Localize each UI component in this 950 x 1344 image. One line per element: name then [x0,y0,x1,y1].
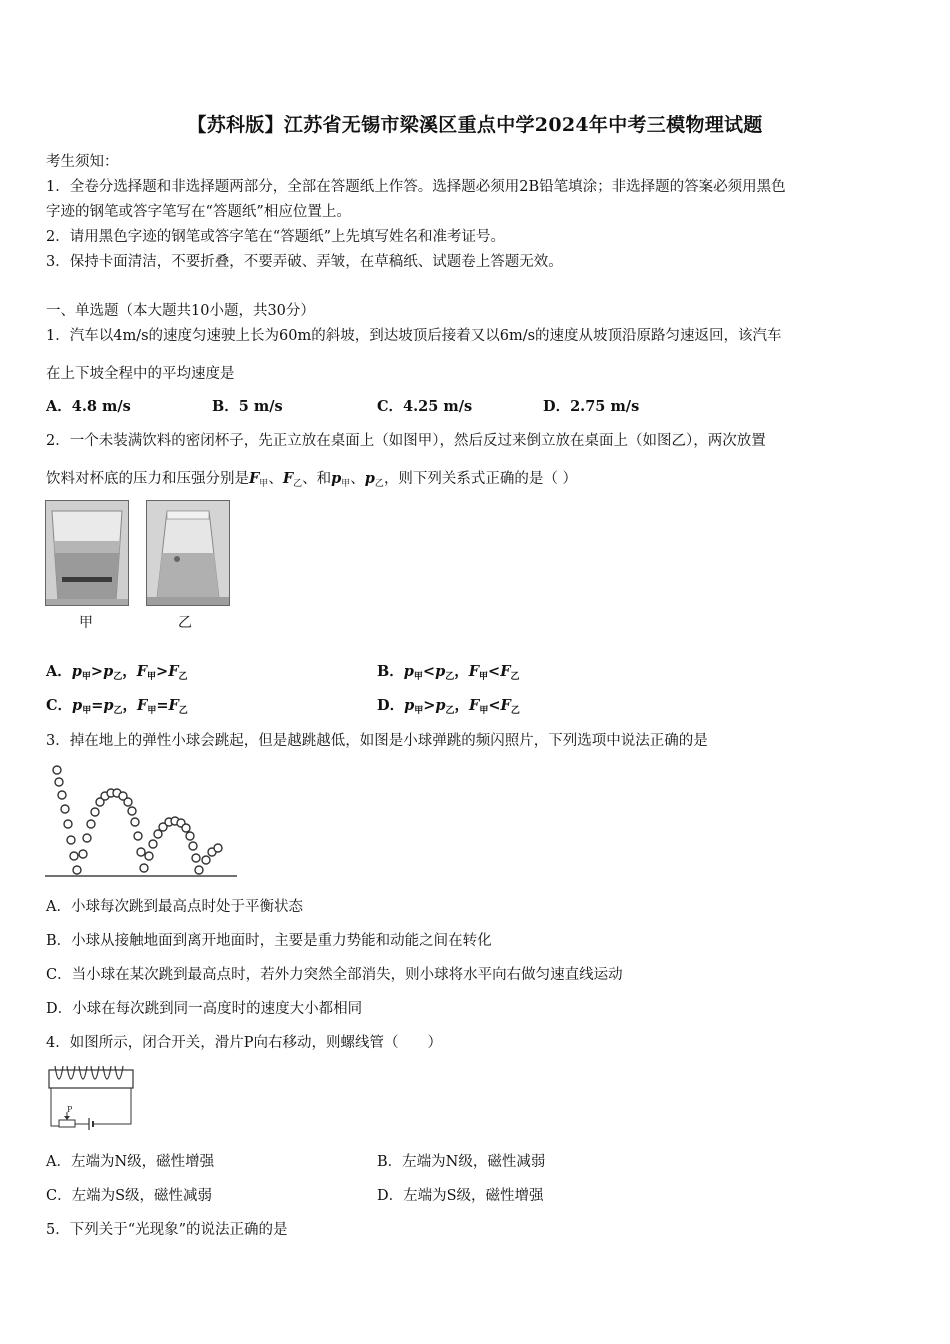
q4-option-a: A．左端为N级，磁性增强 [46,1154,215,1170]
q2-option-c: C．$p_甲=p_乙$，$F_甲=F_乙$ [46,697,188,716]
q2-option-d: D．$p_甲>p_乙$，$F_甲<F_乙$ [377,697,520,716]
q1-stem-line-2: 在上下坡全程中的平均速度是 [46,366,235,382]
q1-option-b: B．5 m/s [212,398,283,415]
q2-option-a: A．$p_甲>p_乙$，$F_甲>F_乙$ [46,663,188,682]
q2-option-a-label: A． [46,663,72,680]
cup-inverted-photo [146,500,230,606]
q2-stem-line-1: 2．一个未装满饮料的密闭杯子，先正立放在桌面上（如图甲），然后反过来倒立放在桌面上（如图乙），两次放置 [46,433,766,449]
q1-option-d: D．2.75 m/s [543,398,640,415]
solenoid-circuit-diagram [45,1062,141,1138]
cup-inverted-drawing [147,501,229,605]
q3-option-c: C．当小球在某次跳到最高点时，若外力突然全部消失，则小球将水平向右做匀速直线运动 [46,967,623,983]
page-title: 【苏科版】江苏省无锡市梁溪区重点中学2024年中考三模物理试题 [187,114,763,136]
caption-jia: 甲 [79,615,93,631]
q4-option-d: D．左端为S级，磁性增强 [377,1188,544,1204]
q2-option-c-label: C． [46,697,73,714]
q3-option-d: D．小球在每次跳到同一高度时的速度大小都相同 [46,1001,363,1017]
q2-symbols: $F_甲$、$F_乙$、和$p_甲$、$p_乙$ [249,470,384,489]
q2-option-b-label: B． [377,663,404,680]
notice-item-3: 3．保持卡面清洁，不要折叠，不要弄破、弄皱，在草稿纸、试题卷上答题无效。 [46,254,563,270]
q3-option-a: A．小球每次跳到最高点时处于平衡状态 [46,899,303,915]
q3-option-b: B．小球从接触地面到离开地面时，主要是重力势能和动能之间在转化 [46,933,492,949]
q1-stem-line-1: 1．汽车以4m/s的速度匀速驶上长为60m的斜坡，到达坡顶后接着又以6m/s的速度从坡顶沿原路匀速返回，该汽车 [46,328,782,344]
q2-stem-line-2 [46,469,577,491]
q2-option-b: B．$p_甲<p_乙$，$F_甲<F_乙$ [377,663,520,682]
notice-item-2: 2．请用黑色字迹的钢笔或答字笔在“答题纸”上先填写姓名和准考证号。 [46,229,506,245]
q3-stem: 3．掉在地上的弹性小球会跳起，但是越跳越低，如图是小球弹跳的频闪照片，下列选项中说法正确的是 [46,733,708,749]
q2-option-d-label: D． [377,697,405,714]
q1-option-a: A．4.8 m/s [46,398,131,415]
q4-option-c: C．左端为S级，磁性减弱 [46,1188,213,1204]
notice-item-1-line-1: 1．全卷分选择题和非选择题两部分，全部在答题纸上作答。选择题必须用2B铅笔填涂；非选择题的答案必须用黑色 [46,179,786,195]
q2-stem-line-2-end: ，则下列关系式正确的是（ ） [383,471,578,487]
section-heading: 一、单选题（本大题共10小题，共30分） [46,303,315,319]
q2-stem-line-2-text: 饮料对杯底的压力和压强分别是 [46,471,249,487]
cup-upright-drawing [46,501,128,605]
q5-stem: 5．下列关于“光现象”的说法正确的是 [46,1222,288,1238]
q1-option-c: C．4.25 m/s [377,398,473,415]
q4-option-b: B．左端为N级，磁性减弱 [377,1154,546,1170]
slider-label: P [67,1105,73,1114]
cup-upright-photo [45,500,129,606]
bouncing-ball-photo [45,762,240,882]
notice-heading: 考生须知： [46,154,119,170]
notice-item-1-line-2: 字迹的钢笔或答字笔写在“答题纸”相应位置上。 [46,204,351,220]
q4-stem: 4．如图所示，闭合开关，滑片P向右移动，则螺线管（ ） [46,1035,442,1051]
caption-yi: 乙 [178,615,192,631]
